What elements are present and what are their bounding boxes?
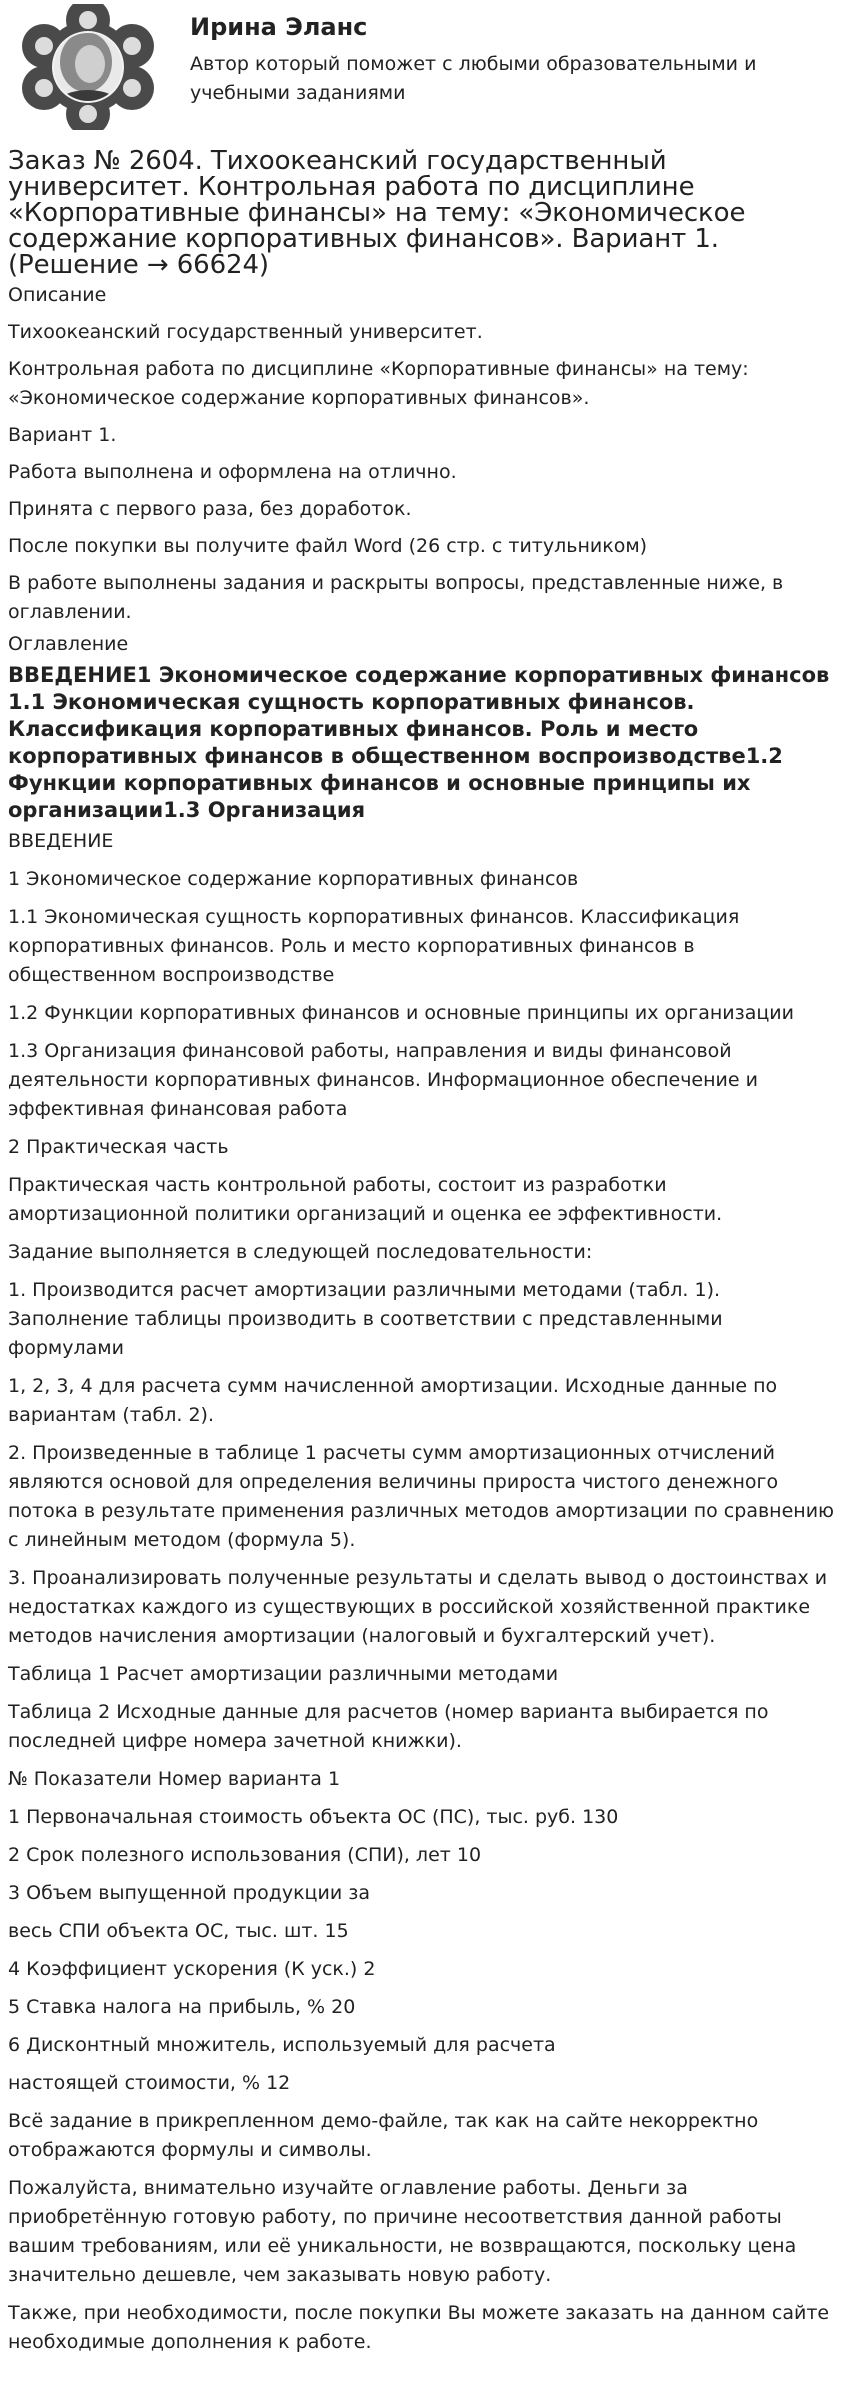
description-paragraph: Тихоокеанский государственный университет. [8,321,483,343]
description-paragraph: После покупки вы получите файл Word (26 стр. с титульником) [8,535,648,557]
content-paragraph: № Показатели Номер варианта 1 [8,1768,341,1790]
content-paragraph: 1. Производится расчет амортизации различными методами (табл. 1). Заполнение таблицы производить в соответствии с представленными формулами [8,1279,723,1359]
content-paragraph: 1.3 Организация финансовой работы, направления и виды финансовой деятельности корпоративных финансов. Информационное обеспечение и эффективная финансовая работа [8,1040,758,1120]
content-paragraph: 3 Объем выпущенной продукции за [8,1882,370,1904]
description-paragraph: В работе выполнены задания и раскрыты вопросы, представленные ниже, в оглавлении. [8,572,784,623]
content-paragraph: 4 Коэффициент ускорения (К уск.) 2 [8,1958,376,1980]
content-paragraph: Также, при необходимости, после покупки Вы можете заказать на данном сайте необходимые дополнения к работе. [8,2302,830,2353]
content-paragraph: 1 Первоначальная стоимость объекта ОС (ПС), тыс. руб. 130 [8,1806,619,1828]
content-paragraph: 2. Произведенные в таблице 1 расчеты сумм амортизационных отчислений являются основой для определения величины прироста чистого денежного потока в результате применения различных методов амортизации по сравнению с линейным методом (формула 5). [8,1442,835,1551]
content-paragraph: 1.2 Функции корпоративных финансов и основные принципы их организации [8,1002,794,1024]
content-paragraph: настоящей стоимости, % 12 [8,2072,291,2094]
toc-label: Оглавление [8,633,129,655]
content-paragraph: 3. Проанализировать полученные результаты и сделать вывод о достоинствах и недостатках каждого из существующих в российской хозяйственной практике методов начисления амортизации (налоговый и бухгалтерский учет). [8,1567,828,1647]
description-paragraph: Работа выполнена и оформлена на отлично. [8,461,457,483]
description-label: Описание [8,284,107,306]
content-paragraph: 2 Практическая часть [8,1136,229,1158]
content-paragraph: 2 Срок полезного использования (СПИ), лет 10 [8,1844,482,1866]
content-paragraph: Таблица 1 Расчет амортизации различными методами [8,1663,559,1685]
content-paragraph: 6 Дисконтный множитель, используемый для расчета [8,2034,556,2056]
author-name[interactable]: Ирина Эланс [190,13,368,41]
author-card [8,0,839,140]
content-paragraph: Пожалуйста, внимательно изучайте оглавление работы. Деньги за приобретённую готовую работу, по причине несоответствия данной работы вашим требованиям, или её уникальности, не возвращаются, поскольку цена значительно дешевле, чем заказывать новую работу. [8,2177,797,2286]
description-paragraph: Вариант 1. [8,424,117,446]
description-paragraph: Принята с первого раза, без доработок. [8,498,412,520]
page-title: Заказ № 2604. Тихоокеанский государственный университет. Контрольная работа по дисциплине «Корпоративные финансы» на тему: «Экономическое содержание корпоративных финансов». Вариант 1. (Решение → 66624) [8,146,746,280]
author-avatar[interactable] [14,4,162,130]
content-paragraph: Практическая часть контрольной работы, состоит из разработки амортизационной политики организаций и оценка ее эффективности. [8,1174,723,1225]
content-paragraph: 1, 2, 3, 4 для расчета сумм начисленной амортизации. Исходные данные по вариантам (табл. 2). [8,1375,778,1426]
content-paragraph: Задание выполняется в следующей последовательности: [8,1241,593,1263]
content-paragraph: 5 Ставка налога на прибыль, % 20 [8,1996,356,2018]
content-paragraph: ВВЕДЕНИЕ [8,830,114,852]
content-paragraph: 1 Экономическое содержание корпоративных финансов [8,868,579,890]
content-paragraph: 1.1 Экономическая сущность корпоративных финансов. Классификация корпоративных финансов. Роль и место корпоративных финансов в общественном воспроизводстве [8,906,740,986]
content-paragraph: Таблица 2 Исходные данные для расчетов (номер варианта выбирается по последней цифре номера зачетной книжки). [8,1701,769,1752]
toc-summary: ВВЕДЕНИЕ1 Экономическое содержание корпоративных финансов 1.1 Экономическая сущность корпоративных финансов. Классификация корпоративных финансов. Роль и место корпоративных финансов в общественном воспроизводстве1.2 Функции корпоративных финансов и основные принципы их организации1.3 Организация [8,663,830,822]
content-paragraph: весь СПИ объекта ОС, тыс. шт. 15 [8,1920,349,1942]
content-paragraph: Всё задание в прикрепленном демо-файле, так как на сайте некорректно отображаются формулы и символы. [8,2110,759,2161]
author-description: Автор который поможет с любыми образовательными и учебными заданиями [190,53,757,104]
description-paragraph: Контрольная работа по дисциплине «Корпоративные финансы» на тему: «Экономическое содержание корпоративных финансов». [8,358,749,409]
